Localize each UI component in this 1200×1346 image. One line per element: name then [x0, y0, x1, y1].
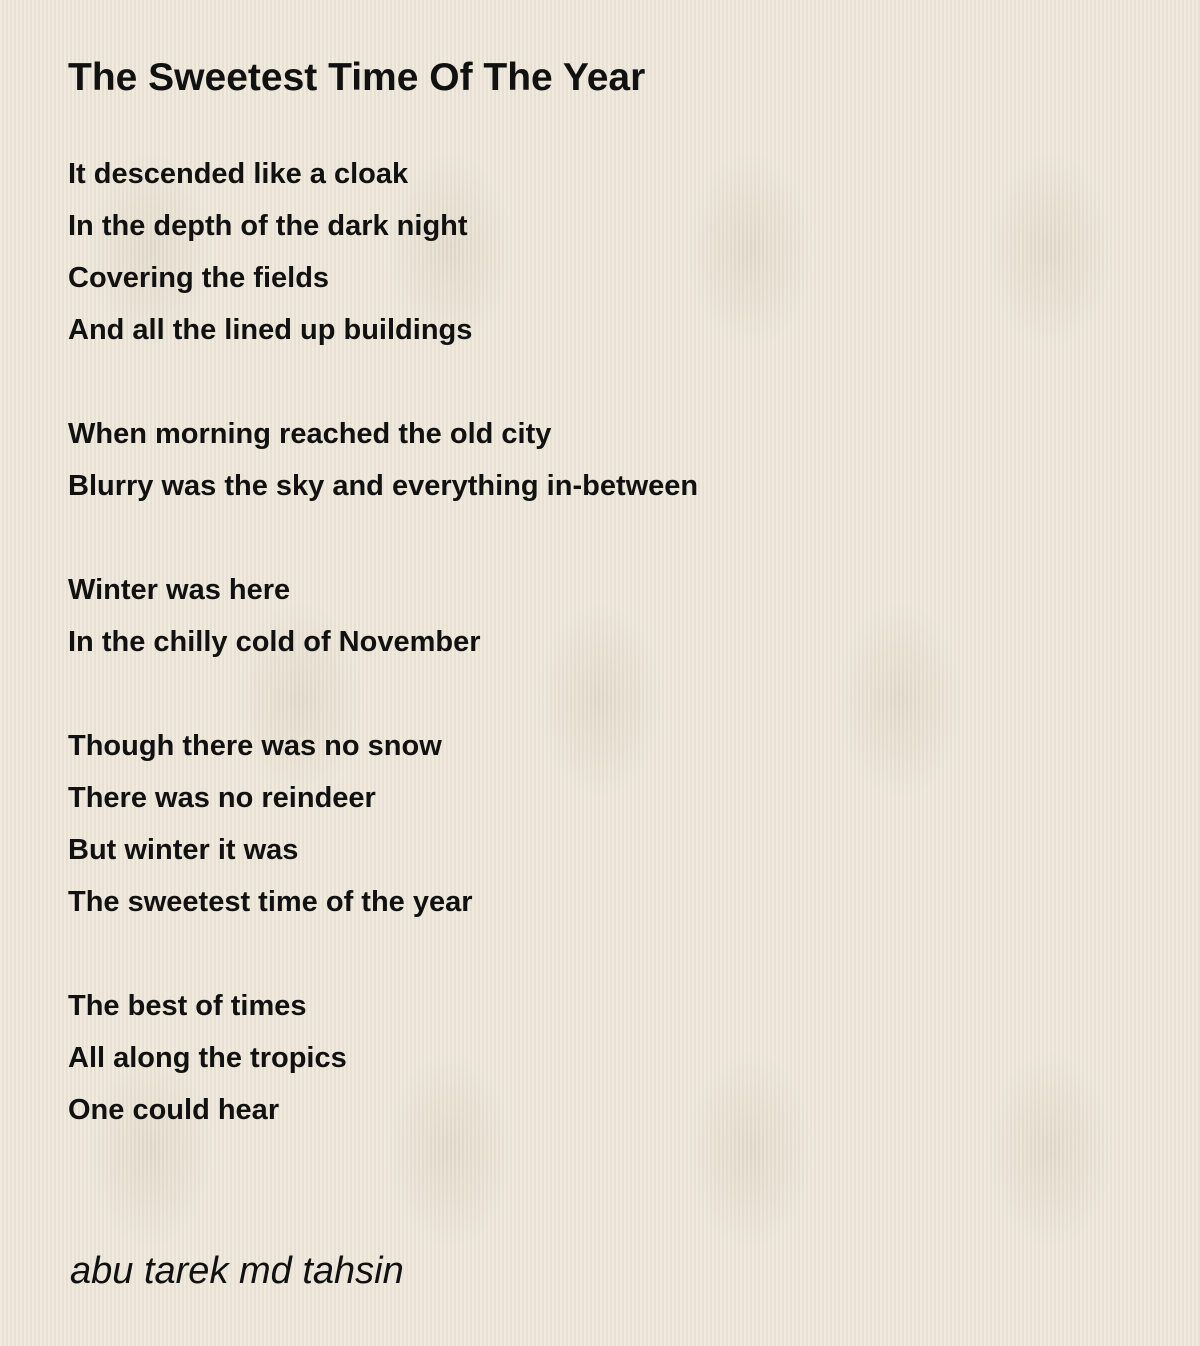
poem-line: There was no reindeer — [68, 782, 376, 814]
stanza-break — [68, 668, 698, 720]
poem-line: In the depth of the dark night — [68, 210, 468, 242]
poem-line: One could hear — [68, 1094, 280, 1126]
poem-title: The Sweetest Time Of The Year — [68, 56, 646, 99]
poem-line: And all the lined up buildings — [68, 314, 473, 346]
poem-line: Covering the fields — [68, 262, 330, 294]
poem-line: In the chilly cold of November — [68, 626, 481, 658]
stanza-break — [68, 928, 698, 980]
poem-line: When morning reached the old city — [68, 418, 552, 450]
poem-line: It descended like a cloak — [68, 158, 409, 190]
poem-line: All along the tropics — [68, 1042, 347, 1074]
stanza — [68, 720, 698, 928]
poem-author: abu tarek md tahsin — [70, 1250, 404, 1292]
poem-line: The best of times — [68, 990, 307, 1022]
poem-body — [68, 148, 698, 1136]
poem-line: Winter was here — [68, 574, 291, 606]
poem-line: But winter it was — [68, 834, 299, 866]
poem-line: Blurry was the sky and everything in-between — [68, 470, 699, 502]
poem-line: Though there was no snow — [68, 730, 442, 762]
stanza-break — [68, 356, 698, 408]
stanza — [68, 408, 698, 512]
stanza — [68, 148, 698, 356]
stanza — [68, 564, 698, 668]
poem-line: The sweetest time of the year — [68, 886, 473, 918]
stanza — [68, 980, 698, 1136]
stanza-break — [68, 512, 698, 564]
